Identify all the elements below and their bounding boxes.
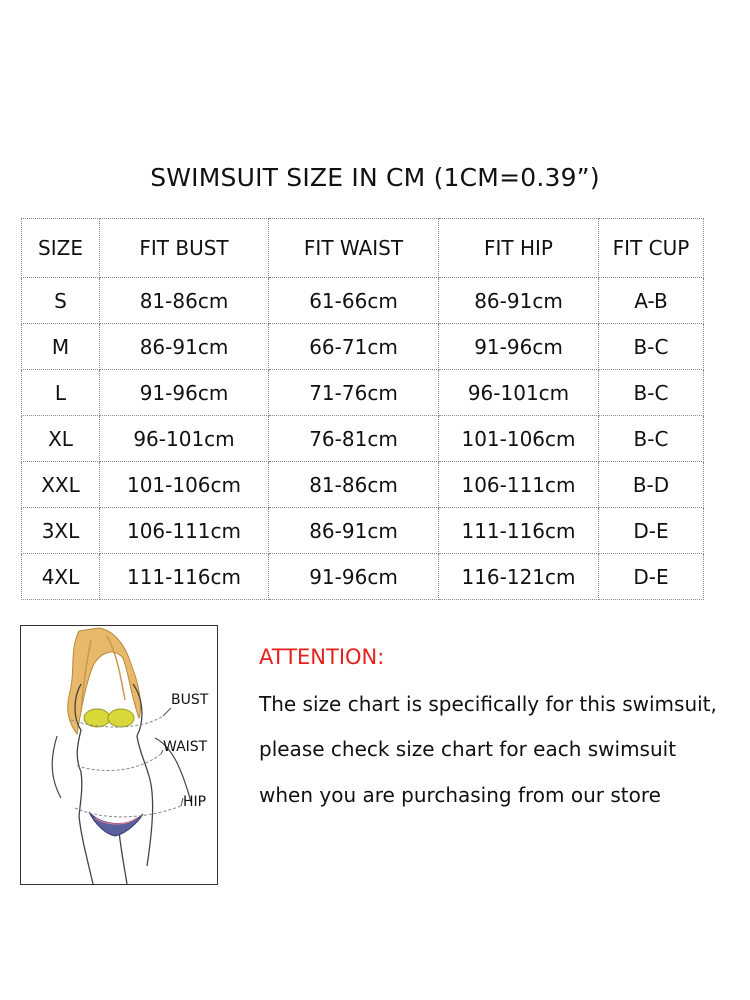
cell-cup: B-D — [599, 462, 704, 508]
table-row — [22, 554, 704, 600]
size-chart-table — [21, 218, 704, 600]
cell-hip: 86-91cm — [439, 278, 599, 324]
header-fit-waist: FIT WAIST — [269, 219, 439, 278]
attention-line-3: when you are purchasing from our store — [259, 783, 661, 807]
cell-cup: D-E — [599, 554, 704, 600]
cell-size: M — [22, 324, 100, 370]
cell-waist: 61-66cm — [269, 278, 439, 324]
cell-waist: 71-76cm — [269, 370, 439, 416]
cell-size: XXL — [22, 462, 100, 508]
cell-bust: 86-91cm — [100, 324, 269, 370]
cell-bust: 111-116cm — [100, 554, 269, 600]
table-row — [22, 278, 704, 324]
cell-waist: 76-81cm — [269, 416, 439, 462]
table-header-row — [22, 219, 704, 278]
cell-waist: 91-96cm — [269, 554, 439, 600]
cell-hip: 91-96cm — [439, 324, 599, 370]
cell-cup: B-C — [599, 324, 704, 370]
header-fit-cup: FIT CUP — [599, 219, 704, 278]
cell-hip: 116-121cm — [439, 554, 599, 600]
hip-label: HIP — [183, 794, 207, 810]
cell-bust: 106-111cm — [100, 508, 269, 554]
attention-line-2: please check size chart for each swimsuit — [259, 737, 677, 761]
attention-line-1: The size chart is specifically for this swimsuit, — [259, 692, 717, 716]
table-row — [22, 324, 704, 370]
woman-figure-icon — [21, 626, 219, 886]
cell-hip: 96-101cm — [439, 370, 599, 416]
attention-heading: ATTENTION: — [259, 645, 385, 669]
cell-bust: 96-101cm — [100, 416, 269, 462]
cell-waist: 81-86cm — [269, 462, 439, 508]
waist-label: WAIST — [163, 739, 208, 755]
cell-size: 3XL — [22, 508, 100, 554]
cell-size: 4XL — [22, 554, 100, 600]
cell-cup: D-E — [599, 508, 704, 554]
cell-waist: 86-91cm — [269, 508, 439, 554]
page-title: SWIMSUIT SIZE IN CM (1CM=0.39”) — [150, 163, 600, 192]
header-size: SIZE — [22, 219, 100, 278]
header-fit-hip: FIT HIP — [439, 219, 599, 278]
cell-waist: 66-71cm — [269, 324, 439, 370]
table-row — [22, 462, 704, 508]
body-measurement-illustration — [20, 625, 218, 885]
cell-cup: A-B — [599, 278, 704, 324]
cell-bust: 91-96cm — [100, 370, 269, 416]
cell-size: S — [22, 278, 100, 324]
table-row — [22, 508, 704, 554]
table-row — [22, 370, 704, 416]
bust-label: BUST — [171, 692, 209, 708]
cell-cup: B-C — [599, 370, 704, 416]
cell-hip: 106-111cm — [439, 462, 599, 508]
cell-hip: 111-116cm — [439, 508, 599, 554]
table-row — [22, 416, 704, 462]
header-fit-bust: FIT BUST — [100, 219, 269, 278]
cell-cup: B-C — [599, 416, 704, 462]
cell-size: L — [22, 370, 100, 416]
cell-bust: 81-86cm — [100, 278, 269, 324]
cell-size: XL — [22, 416, 100, 462]
cell-hip: 101-106cm — [439, 416, 599, 462]
cell-bust: 101-106cm — [100, 462, 269, 508]
